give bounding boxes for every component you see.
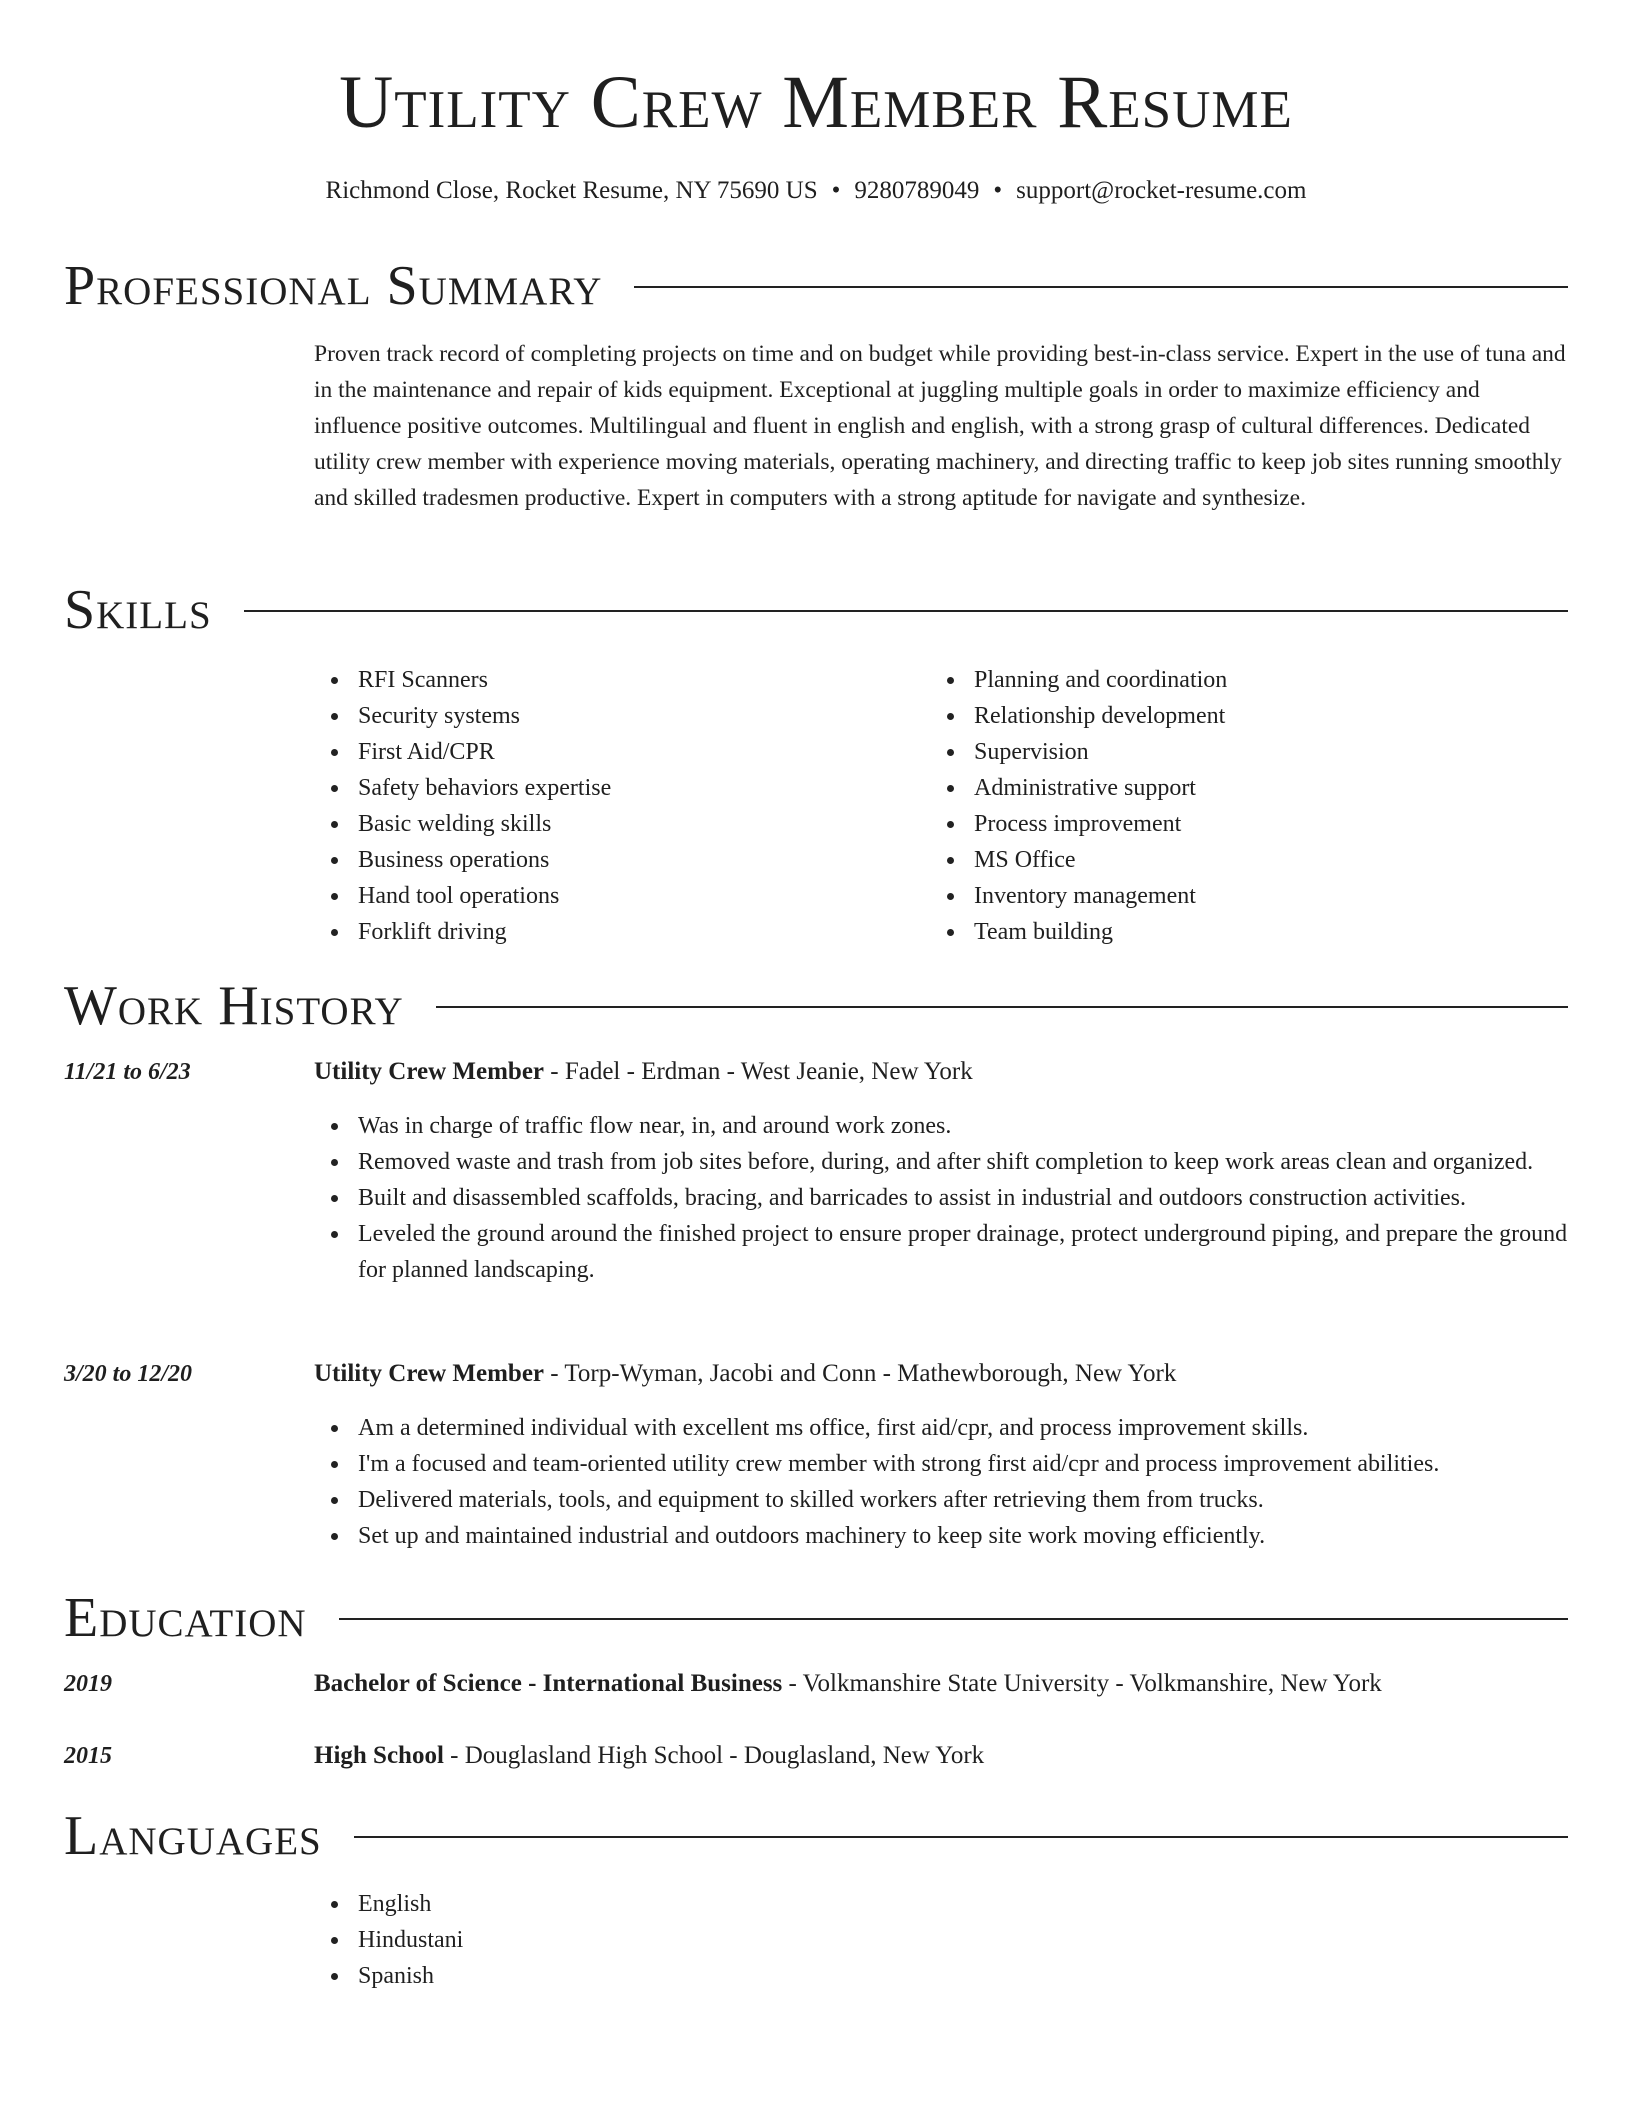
job-employer-location: - Fadel - Erdman - West Jeanie, New York	[544, 1058, 973, 1085]
job-bullet: I'm a focused and team-oriented utility crew member with strong first aid/cpr and process improvement abilities.	[358, 1446, 1568, 1482]
section-title-education: Education	[64, 1587, 307, 1649]
education-entry	[314, 1666, 1382, 1702]
job-bullet: Was in charge of traffic flow near, in, and around work zones.	[358, 1108, 1568, 1144]
contact-line	[0, 174, 1632, 208]
skill-item: Basic welding skills	[358, 806, 918, 842]
skill-item: Administrative support	[974, 770, 1534, 806]
skill-item: Safety behaviors expertise	[358, 770, 918, 806]
job-dates: 3/20 to 12/20	[64, 1361, 193, 1387]
section-header-education	[64, 1586, 1568, 1650]
contact-email: support@rocket-resume.com	[1016, 177, 1307, 204]
skill-item: Business operations	[358, 842, 918, 878]
summary-text: Proven track record of completing projects on time and on budget while providing best-in-class service. Expert in the use of tuna and in the maintenance and repair of kids equipment. Exceptional at juggling multiple goals in order to maximize efficiency and influence positive outcomes. Multilingual and fluent in english and english, with a strong grasp of cultural differences. Dedicated utility crew member with experience moving materials, operating machinery, and directing traffic to keep job sites running smoothly and skilled tradesmen productive. Expert in computers with a strong aptitude for navigate and synthesize.	[314, 341, 1566, 511]
section-title-skills: Skills	[64, 579, 212, 641]
education-year: 2019	[64, 1671, 112, 1697]
section-title-summary: Professional Summary	[64, 255, 603, 317]
section-header-summary	[64, 254, 1568, 318]
contact-address: Richmond Close, Rocket Resume, NY 75690 US	[325, 177, 818, 204]
education-degree: Bachelor of Science - International Business	[314, 1670, 783, 1697]
skill-item: Planning and coordination	[974, 662, 1534, 698]
education-year: 2015	[64, 1743, 112, 1769]
contact-separator: •	[993, 177, 1003, 204]
job-dates: 11/21 to 6/23	[64, 1059, 191, 1085]
job-bullets	[358, 1108, 1568, 1288]
section-divider	[634, 286, 1568, 288]
education-entry	[314, 1738, 984, 1774]
section-divider	[354, 1836, 1568, 1838]
job-bullet: Leveled the ground around the finished project to ensure proper drainage, protect underground piping, and prepare the ground for planned landscaping.	[358, 1216, 1568, 1288]
skill-item: Hand tool operations	[358, 878, 918, 914]
education-school: - Volkmanshire State University - Volkmanshire, New York	[782, 1670, 1382, 1697]
job-employer-location: - Torp-Wyman, Jacobi and Conn - Mathewborough, New York	[544, 1360, 1177, 1387]
contact-phone: 9280789049	[854, 177, 980, 204]
contact-separator: •	[831, 177, 841, 204]
section-header-languages	[64, 1804, 1568, 1868]
job-bullets	[358, 1410, 1568, 1554]
job-bullet: Removed waste and trash from job sites before, during, and after shift completion to keep work areas clean and organized.	[358, 1144, 1568, 1180]
skills-column-right	[930, 662, 1534, 950]
skill-item: RFI Scanners	[358, 662, 918, 698]
job-bullet: Set up and maintained industrial and outdoors machinery to keep site work moving efficiently.	[358, 1518, 1568, 1554]
skill-item: Team building	[974, 914, 1534, 950]
job-bullet: Built and disassembled scaffolds, bracing, and barricades to assist in industrial and outdoors construction activities.	[358, 1180, 1568, 1216]
job-bullet: Am a determined individual with excellent ms office, first aid/cpr, and process improvement skills.	[358, 1410, 1568, 1446]
section-divider	[244, 610, 1568, 612]
section-divider	[339, 1618, 1568, 1620]
section-divider	[436, 1006, 1568, 1008]
skill-item: Security systems	[358, 698, 918, 734]
education-degree: High School	[314, 1742, 444, 1769]
language-list	[358, 1886, 1568, 1994]
section-title-work-history: Work History	[64, 975, 404, 1037]
job-heading	[314, 1054, 973, 1090]
language-item: Hindustani	[358, 1922, 1568, 1958]
language-item: Spanish	[358, 1958, 1568, 1994]
language-item: English	[358, 1886, 1568, 1922]
resume-title: Utility Crew Member Resume	[339, 61, 1293, 144]
job-title: Utility Crew Member	[314, 1058, 545, 1085]
section-header-skills	[64, 578, 1568, 642]
education-school: - Douglasland High School - Douglasland, New York	[443, 1742, 985, 1769]
job-title: Utility Crew Member	[314, 1360, 545, 1387]
section-header-work-history	[64, 974, 1568, 1038]
job-bullet: Delivered materials, tools, and equipment to skilled workers after retrieving them from trucks.	[358, 1482, 1568, 1518]
skill-item: Relationship development	[974, 698, 1534, 734]
skill-item: Forklift driving	[358, 914, 918, 950]
section-title-languages: Languages	[64, 1805, 322, 1867]
skills-column-left	[314, 662, 918, 950]
job-heading	[314, 1356, 1176, 1392]
skill-item: First Aid/CPR	[358, 734, 918, 770]
skill-item: Process improvement	[974, 806, 1534, 842]
skill-item: MS Office	[974, 842, 1534, 878]
skill-item: Supervision	[974, 734, 1534, 770]
skill-item: Inventory management	[974, 878, 1534, 914]
